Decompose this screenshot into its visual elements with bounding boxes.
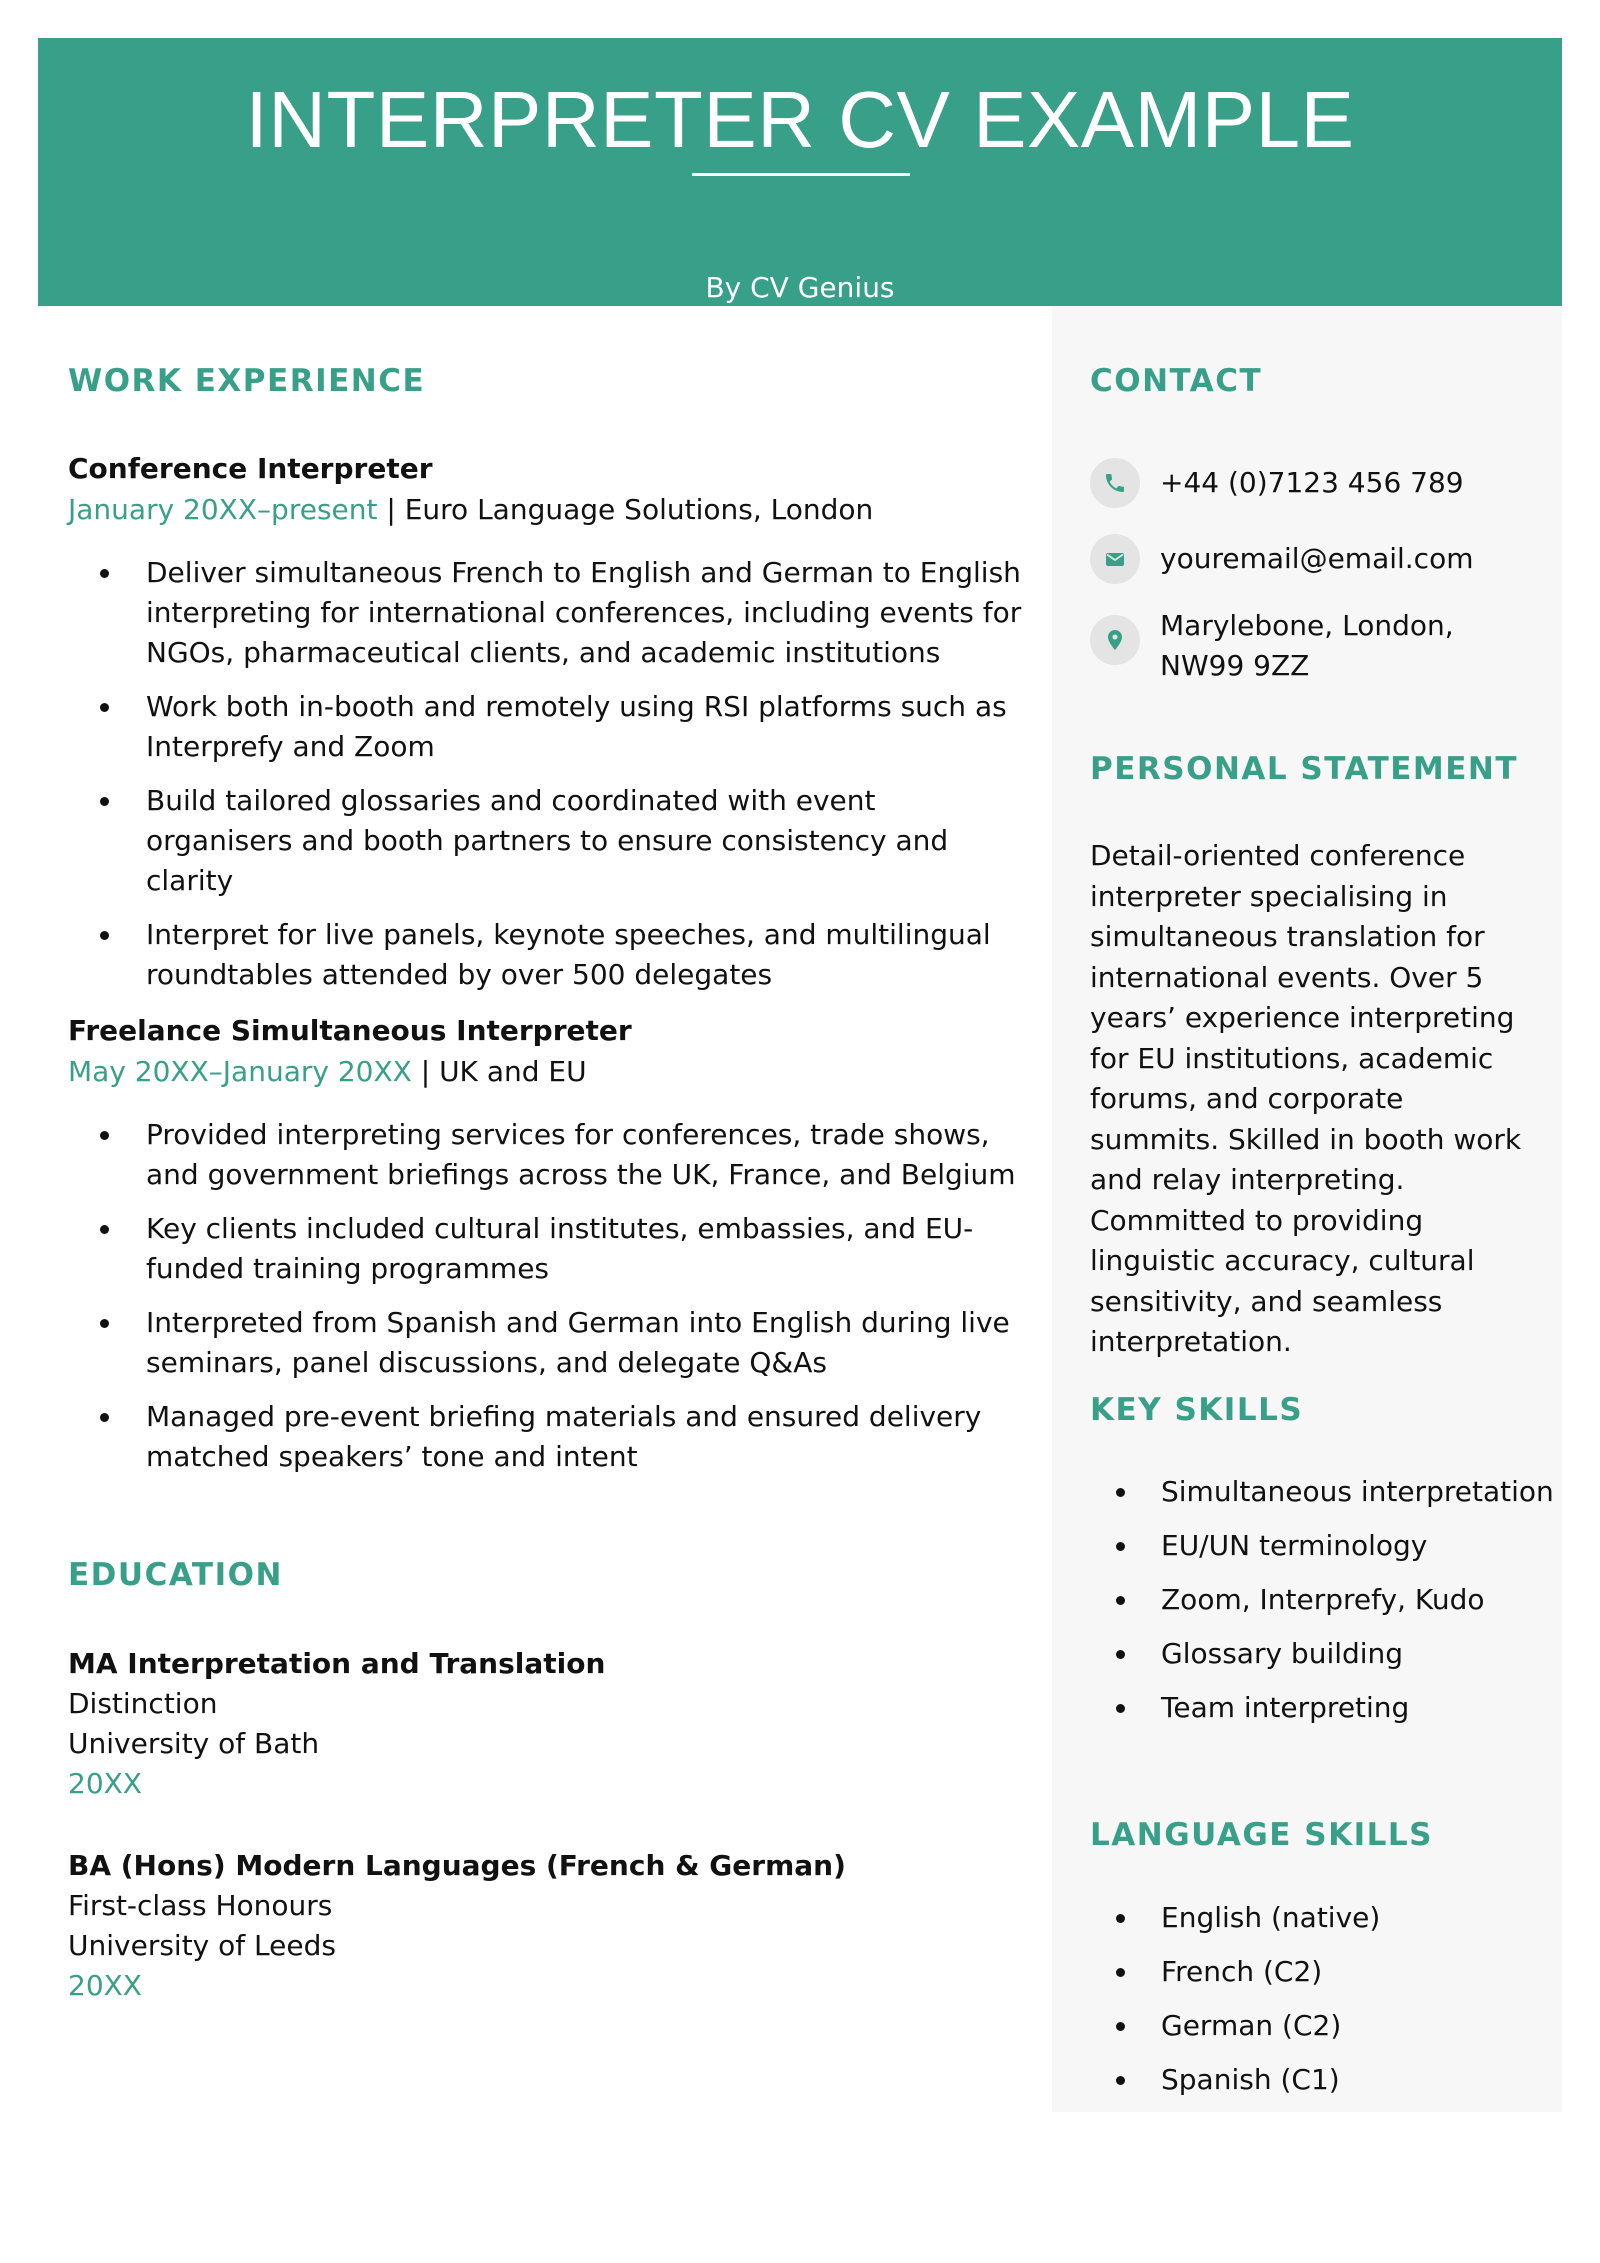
- degree-name: BA (Hons) Modern Languages (French & German): [68, 1849, 846, 1882]
- degree-grade: Distinction: [68, 1687, 218, 1720]
- job-meta: [68, 493, 874, 526]
- list-item: German (C2): [1090, 2006, 1540, 2046]
- degree-year: 20XX: [68, 1767, 142, 1800]
- address-line-1: Marylebone, London,: [1160, 609, 1454, 642]
- personal-statement-text: Detail-oriented conference interpreter specialising in simultaneous translation for international events. Over 5 years’ experience interpreting for EU institutions, academic forums, and corporate summits. Skilled in booth work and relay interpreting. Committed to providing linguistic accuracy, cultural sensitivity, and seamless interpretation.: [1090, 839, 1522, 1358]
- job-bullets: [68, 553, 1028, 1009]
- key-skills-list: [1090, 1472, 1554, 1742]
- phone-text: +44 (0)7123 456 789: [1160, 466, 1464, 499]
- list-item: Key clients included cultural institutes, embassies, and EU-funded training programmes: [68, 1209, 1048, 1289]
- email-icon: [1090, 534, 1140, 584]
- job-employer: | UK and EU: [411, 1055, 587, 1088]
- list-item: Team interpreting: [1090, 1688, 1540, 1728]
- list-item: English (native): [1090, 1898, 1540, 1938]
- education-heading: EDUCATION: [68, 1557, 283, 1593]
- degree-year: 20XX: [68, 1969, 142, 2002]
- list-item: Work both in-booth and remotely using RSI platforms such as Interprefy and Zoom: [68, 687, 1028, 767]
- list-item: Provided interpreting services for conferences, trade shows, and government briefings across the UK, France, and Belgium: [68, 1115, 1048, 1195]
- address-text: [1160, 606, 1540, 686]
- address-line-2: NW99 9ZZ: [1160, 649, 1310, 682]
- job-employer: | Euro Language Solutions, London: [377, 493, 874, 526]
- list-item: Simultaneous interpretation: [1090, 1472, 1540, 1512]
- work-experience-heading: WORK EXPERIENCE: [68, 363, 426, 399]
- language-skills-heading: LANGUAGE SKILLS: [1090, 1817, 1433, 1853]
- degree-name: MA Interpretation and Translation: [68, 1647, 606, 1680]
- list-item: Managed pre-event briefing materials and ensured delivery matched speakers’ tone and intent: [68, 1397, 1048, 1477]
- language-skills-list: [1090, 1898, 1540, 2114]
- key-skills-heading: KEY SKILLS: [1090, 1392, 1304, 1428]
- location-icon: [1090, 615, 1140, 665]
- list-item: Interpreted from Spanish and German into English during live seminars, panel discussions, and delegate Q&As: [68, 1303, 1048, 1383]
- page-subtitle: By CV Genius: [705, 271, 895, 304]
- page-title: INTERPRETER CV EXAMPLE: [245, 75, 1355, 164]
- header-banner: [38, 38, 1562, 306]
- contact-heading: CONTACT: [1090, 363, 1263, 399]
- job-title: Conference Interpreter: [68, 452, 433, 485]
- list-item: Deliver simultaneous French to English and German to English interpreting for international conferences, including events for NGOs, pharmaceutical clients, and academic institutions: [68, 553, 1028, 673]
- list-item: EU/UN terminology: [1090, 1526, 1540, 1566]
- degree-school: University of Bath: [68, 1727, 320, 1760]
- degree-school: University of Leeds: [68, 1929, 336, 1962]
- job-title: Freelance Simultaneous Interpreter: [68, 1014, 632, 1047]
- job-meta: [68, 1055, 587, 1088]
- list-item: Interpret for live panels, keynote speeches, and multilingual roundtables attended by over 500 delegates: [68, 915, 1028, 995]
- degree-grade: First-class Honours: [68, 1889, 333, 1922]
- job-dates: January 20XX–present: [68, 493, 378, 526]
- phone-icon: [1090, 458, 1140, 508]
- list-item: Glossary building: [1090, 1634, 1540, 1674]
- job-bullets: [68, 1115, 1048, 1491]
- list-item: Spanish (C1): [1090, 2060, 1540, 2100]
- job-dates: May 20XX–January 20XX: [68, 1055, 412, 1088]
- list-item: Zoom, Interprefy, Kudo: [1090, 1580, 1540, 1620]
- title-underline: [692, 173, 910, 176]
- list-item: Build tailored glossaries and coordinated with event organisers and booth partners to ensure consistency and clarity: [68, 781, 1028, 901]
- email-text: youremail@email.com: [1160, 542, 1474, 575]
- list-item: French (C2): [1090, 1952, 1540, 1992]
- personal-statement-heading: PERSONAL STATEMENT: [1090, 751, 1519, 787]
